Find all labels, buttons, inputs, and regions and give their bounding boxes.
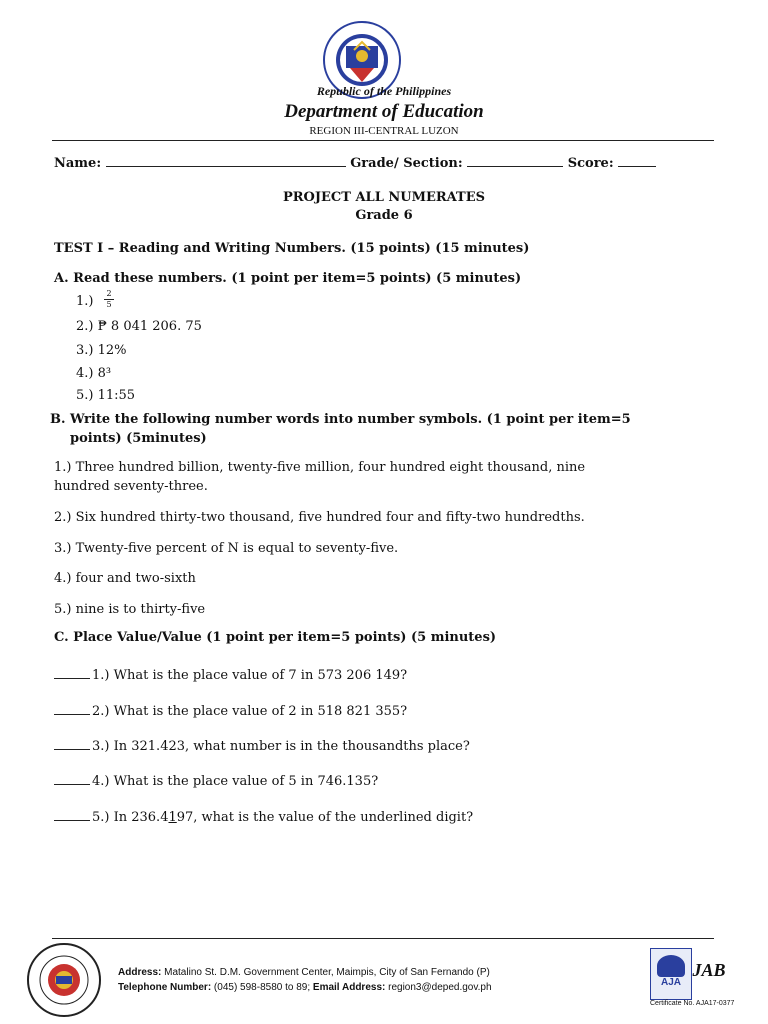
partB-item-3: 3.) Twenty-five percent of N is equal to seventy-five. xyxy=(54,541,399,556)
test1-heading: TEST I – Reading and Writing Numbers. (15 points) (15 minutes) xyxy=(54,241,530,256)
region-label: REGION III-CENTRAL LUZON xyxy=(309,125,459,137)
aja-emblem-icon xyxy=(657,955,685,977)
contact-line xyxy=(118,980,492,995)
fraction-two-fifths xyxy=(104,290,114,309)
partB-heading-line2: points) (5minutes) xyxy=(70,431,207,446)
partC-item-2 xyxy=(54,702,407,719)
header-divider xyxy=(52,140,714,141)
aja-certification-logo xyxy=(650,948,692,1000)
student-info-row xyxy=(54,154,656,171)
certificate-number: Certificate No. AJA17-0377 xyxy=(650,1000,735,1007)
republic-label: Republic of the Philippines xyxy=(316,84,452,98)
project-title: PROJECT ALL NUMERATES xyxy=(282,190,486,205)
partB-item-1-line2: hundred seventy-three. xyxy=(54,479,208,494)
partC-item-1-text: 1.) What is the place value of 7 in 573 206 149? xyxy=(92,668,408,683)
email-value: region3@deped.gov.ph xyxy=(385,982,492,993)
score-label: Score: xyxy=(567,156,614,171)
name-field[interactable] xyxy=(106,154,346,167)
answer-blank[interactable] xyxy=(54,702,90,715)
jab-accreditation-logo xyxy=(690,950,728,996)
email-label: Email Address: xyxy=(312,982,386,993)
footer-divider xyxy=(52,938,714,939)
telephone-label: Telephone Number: xyxy=(118,982,212,993)
telephone-value: (045) 598-8580 to 89; xyxy=(211,982,313,993)
grade-title: Grade 6 xyxy=(355,208,413,223)
jab-label: JAB xyxy=(692,960,726,980)
partC-item-2-text: 2.) What is the place value of 2 in 518 821 355? xyxy=(92,704,408,719)
aja-label: AJA xyxy=(660,977,681,988)
partA-heading: A. Read these numbers. (1 point per item=5 points) (5 minutes) xyxy=(54,271,522,286)
partA-item-2: 2.) ₱ 8 041 206. 75 xyxy=(76,319,202,334)
partC-item-1 xyxy=(54,666,407,683)
answer-blank[interactable] xyxy=(54,666,90,679)
partA-item-1: 1.) xyxy=(76,294,94,309)
partC-item-5-post: 97, what is the value of the underlined digit? xyxy=(176,810,474,825)
partC-item-4-text: 4.) What is the place value of 5 in 746.135? xyxy=(92,774,379,789)
underlined-digit: 1 xyxy=(168,810,177,825)
partC-item-4 xyxy=(54,772,378,789)
partC-item-5-pre: 5.) In 236.4 xyxy=(92,810,169,825)
partB-item-4: 4.) four and two-sixth xyxy=(54,571,196,586)
grade-label: Grade/ Section: xyxy=(350,156,463,171)
answer-blank[interactable] xyxy=(54,772,90,785)
partC-item-5 xyxy=(54,808,473,825)
partC-item-3-text: 3.) In 321.423, what number is in the thousandths place? xyxy=(92,739,470,754)
name-label: Name: xyxy=(54,156,102,171)
fraction-numerator: 2 xyxy=(106,289,112,298)
answer-blank[interactable] xyxy=(54,808,90,821)
address-line xyxy=(118,965,492,980)
department-title: Department of Education xyxy=(284,101,484,122)
address-label: Address: xyxy=(118,967,162,978)
fraction-denominator: 5 xyxy=(106,300,112,309)
score-field[interactable] xyxy=(618,154,656,167)
partB-item-2: 2.) Six hundred thirty-two thousand, five hundred four and fifty-two hundredths. xyxy=(54,510,585,525)
address-value: Matalino St. D.M. Government Center, Maimpis, City of San Fernando (P) xyxy=(161,967,490,978)
region-seal-logo xyxy=(26,942,102,1018)
partA-item-5: 5.) 11:55 xyxy=(76,388,136,403)
partA-item-3: 3.) 12% xyxy=(76,343,127,358)
partB-item-1-line1: 1.) Three hundred billion, twenty-five million, four hundred eight thousand, nine xyxy=(54,460,586,475)
partC-item-3 xyxy=(54,737,470,754)
partA-item-4: 4.) 8³ xyxy=(76,366,112,381)
footer-contact xyxy=(118,965,492,995)
partB-item-5: 5.) nine is to thirty-five xyxy=(54,602,206,617)
partB-heading-line1: B. Write the following number words into number symbols. (1 point per item=5 xyxy=(50,412,631,427)
answer-blank[interactable] xyxy=(54,737,90,750)
partC-heading: C. Place Value/Value (1 point per item=5 points) (5 minutes) xyxy=(54,630,497,645)
grade-section-field[interactable] xyxy=(467,154,563,167)
